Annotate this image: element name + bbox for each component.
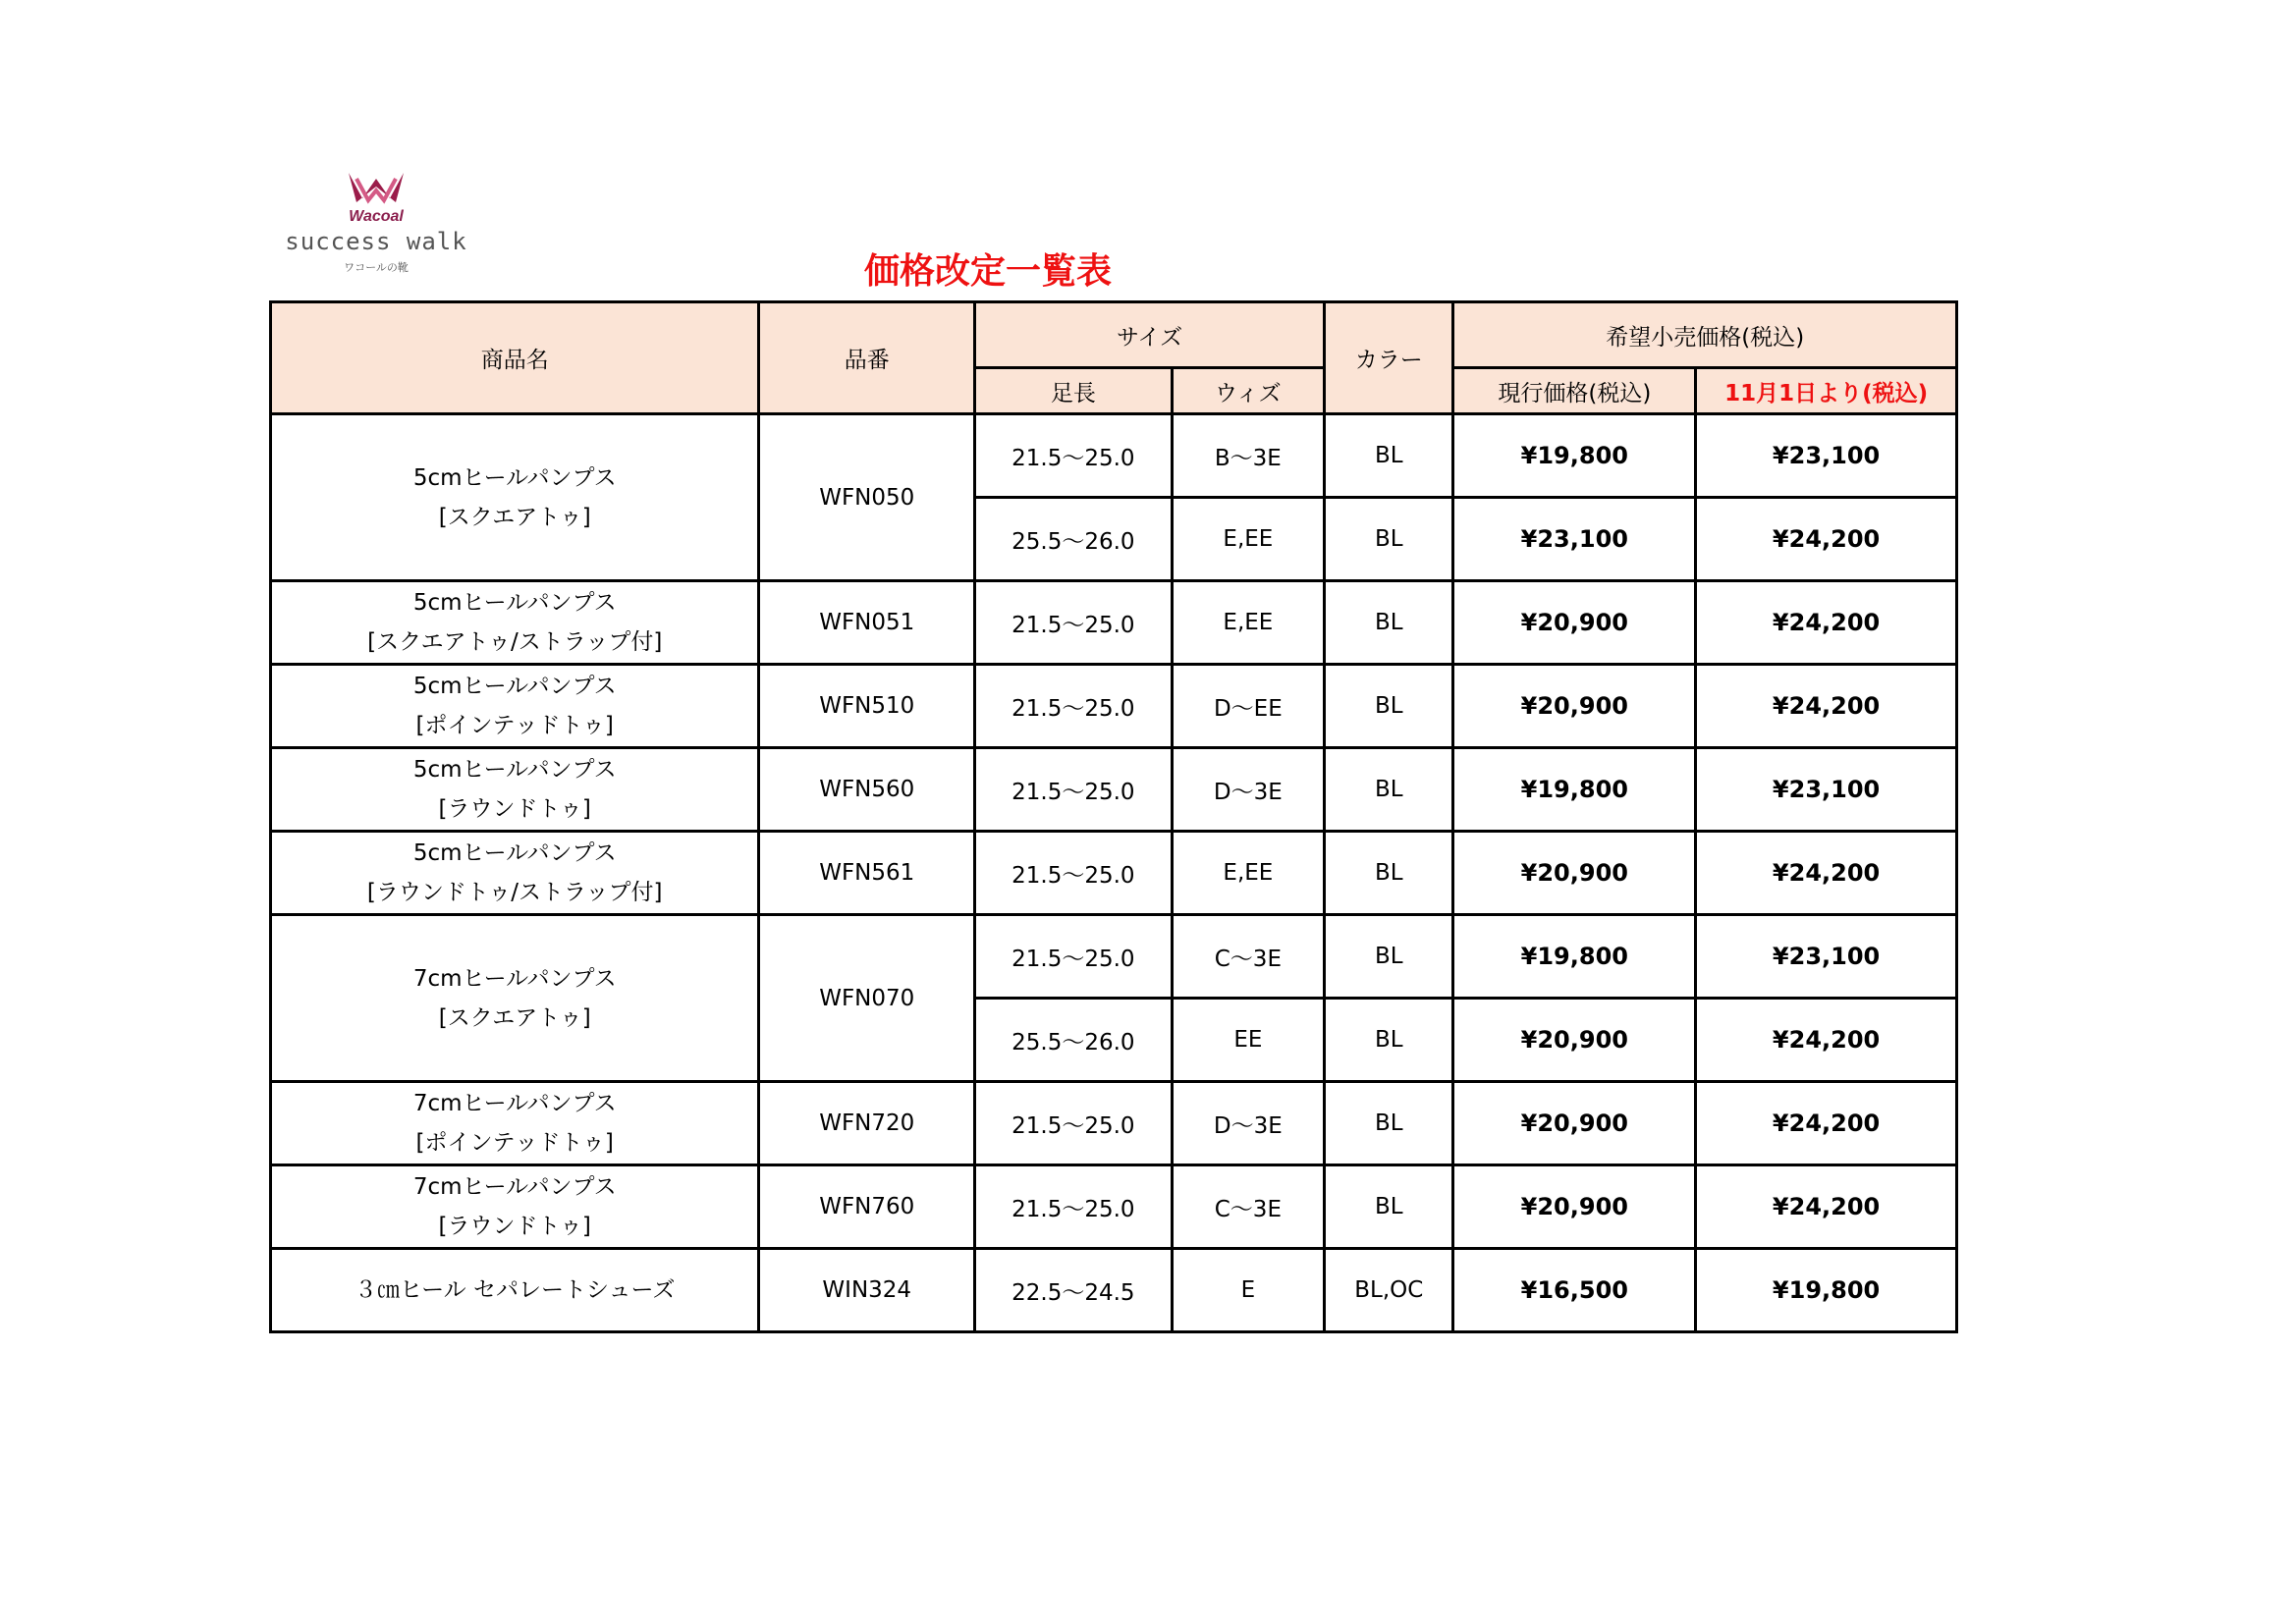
product-name-cell (271, 414, 759, 581)
color: BL (1325, 748, 1453, 832)
color: BL (1325, 999, 1453, 1082)
table-row (271, 665, 1957, 748)
table-row (271, 1082, 1957, 1165)
current-price: ¥20,900 (1453, 832, 1696, 915)
product-name: 5cmヒールパンプス (412, 464, 617, 491)
product-variant: [スクエアトゥ] (438, 1004, 591, 1031)
product-name: ３㎝ヒール セパレートシューズ (355, 1277, 676, 1303)
item-number: WFN720 (759, 1082, 975, 1165)
foot-length: 25.5～26.0 (975, 498, 1173, 581)
price-table (269, 300, 1958, 1333)
foot-length: 22.5～24.5 (975, 1249, 1173, 1332)
width: B～3E (1172, 414, 1324, 498)
product-variant: [ラウンドトゥ] (438, 1214, 591, 1239)
foot-length: 21.5～25.0 (975, 1165, 1173, 1249)
header-current-price: 現行価格(税込) (1453, 368, 1696, 414)
wacoal-logo (278, 165, 474, 273)
item-number: WFN070 (759, 915, 975, 1082)
table-row (271, 832, 1957, 915)
current-price: ¥19,800 (1453, 414, 1696, 498)
current-price: ¥20,900 (1453, 1165, 1696, 1249)
current-price: ¥20,900 (1453, 665, 1696, 748)
new-price: ¥24,200 (1696, 1165, 1957, 1249)
foot-length: 21.5～25.0 (975, 414, 1173, 498)
item-number: WFN560 (759, 748, 975, 832)
product-name: 5cmヒールパンプス (412, 840, 617, 866)
product-variant: [スクエアトゥ] (438, 504, 591, 530)
color: BL (1325, 1082, 1453, 1165)
width: D～3E (1172, 1082, 1324, 1165)
current-price: ¥19,800 (1453, 748, 1696, 832)
width: E (1172, 1249, 1324, 1332)
product-name-cell (271, 915, 759, 1082)
product-name-cell (271, 1082, 759, 1165)
item-number: WIN324 (759, 1249, 975, 1332)
table-row (271, 748, 1957, 832)
header-item-number: 品番 (759, 302, 975, 414)
header-foot-length: 足長 (975, 368, 1173, 414)
new-price: ¥23,100 (1696, 748, 1957, 832)
logo-mark-icon (278, 165, 474, 214)
product-variant: [ラウンドトゥ/ストラップ付] (366, 880, 663, 905)
new-price: ¥23,100 (1696, 414, 1957, 498)
header-product-name: 商品名 (271, 302, 759, 414)
color: BL (1325, 665, 1453, 748)
current-price: ¥20,900 (1453, 1082, 1696, 1165)
new-price: ¥24,200 (1696, 581, 1957, 665)
new-price: ¥24,200 (1696, 665, 1957, 748)
foot-length: 25.5～26.0 (975, 999, 1173, 1082)
logo-brand: Wacoal (349, 208, 404, 225)
table-row (271, 1165, 1957, 1249)
product-name-cell (271, 581, 759, 665)
product-name: 7cmヒールパンプス (412, 965, 617, 992)
width: C～3E (1172, 915, 1324, 999)
header-size: サイズ (975, 302, 1325, 368)
foot-length: 21.5～25.0 (975, 581, 1173, 665)
width: EE (1172, 999, 1324, 1082)
logo-subtitle: success walk (285, 228, 467, 255)
product-name: 5cmヒールパンプス (412, 757, 617, 783)
table-row (271, 915, 1957, 999)
product-name-cell (271, 665, 759, 748)
width: D～3E (1172, 748, 1324, 832)
foot-length: 21.5～25.0 (975, 915, 1173, 999)
width: E,EE (1172, 498, 1324, 581)
new-price: ¥24,200 (1696, 999, 1957, 1082)
color: BL (1325, 915, 1453, 999)
item-number: WFN561 (759, 832, 975, 915)
product-variant: [ポインテッドトゥ] (415, 1130, 614, 1156)
color: BL (1325, 414, 1453, 498)
color: BL (1325, 1165, 1453, 1249)
width: E,EE (1172, 832, 1324, 915)
header-retail-price: 希望小売価格(税込) (1453, 302, 1957, 368)
current-price: ¥23,100 (1453, 498, 1696, 581)
current-price: ¥20,900 (1453, 999, 1696, 1082)
foot-length: 21.5～25.0 (975, 665, 1173, 748)
item-number: WFN051 (759, 581, 975, 665)
header-color: カラー (1325, 302, 1453, 414)
product-variant: [ポインテッドトゥ] (415, 713, 614, 738)
product-variant: [スクエアトゥ/ストラップ付] (367, 629, 663, 655)
product-variant: [ラウンドトゥ] (438, 796, 591, 822)
new-price: ¥24,200 (1696, 498, 1957, 581)
product-name: 5cmヒールパンプス (412, 590, 617, 616)
header-width: ウィズ (1172, 368, 1324, 414)
product-name: 5cmヒールパンプス (412, 674, 617, 699)
new-price: ¥24,200 (1696, 1082, 1957, 1165)
page-title: 価格改定一覧表 (864, 251, 1113, 292)
table-row (271, 1249, 1957, 1332)
width: D～EE (1172, 665, 1324, 748)
item-number: WFN050 (759, 414, 975, 581)
foot-length: 21.5～25.0 (975, 748, 1173, 832)
new-price: ¥23,100 (1696, 915, 1957, 999)
table-row (271, 414, 1957, 498)
item-number: WFN510 (759, 665, 975, 748)
color: BL (1325, 498, 1453, 581)
color: BL (1325, 581, 1453, 665)
current-price: ¥16,500 (1453, 1249, 1696, 1332)
foot-length: 21.5～25.0 (975, 1082, 1173, 1165)
foot-length: 21.5～25.0 (975, 832, 1173, 915)
product-name: 7cmヒールパンプス (412, 1091, 617, 1116)
product-name-cell (271, 748, 759, 832)
width: C～3E (1172, 1165, 1324, 1249)
product-name-cell (271, 1165, 759, 1249)
product-name-cell (271, 1249, 759, 1332)
table-row (271, 581, 1957, 665)
color: BL,OC (1325, 1249, 1453, 1332)
logo-tagline: ワコールの靴 (344, 261, 409, 274)
header-new-price: 11月1日より(税込) (1696, 368, 1957, 414)
current-price: ¥20,900 (1453, 581, 1696, 665)
product-name: 7cmヒールパンプス (412, 1174, 617, 1200)
color: BL (1325, 832, 1453, 915)
width: E,EE (1172, 581, 1324, 665)
current-price: ¥19,800 (1453, 915, 1696, 999)
item-number: WFN760 (759, 1165, 975, 1249)
new-price: ¥19,800 (1696, 1249, 1957, 1332)
product-name-cell (271, 832, 759, 915)
new-price: ¥24,200 (1696, 832, 1957, 915)
